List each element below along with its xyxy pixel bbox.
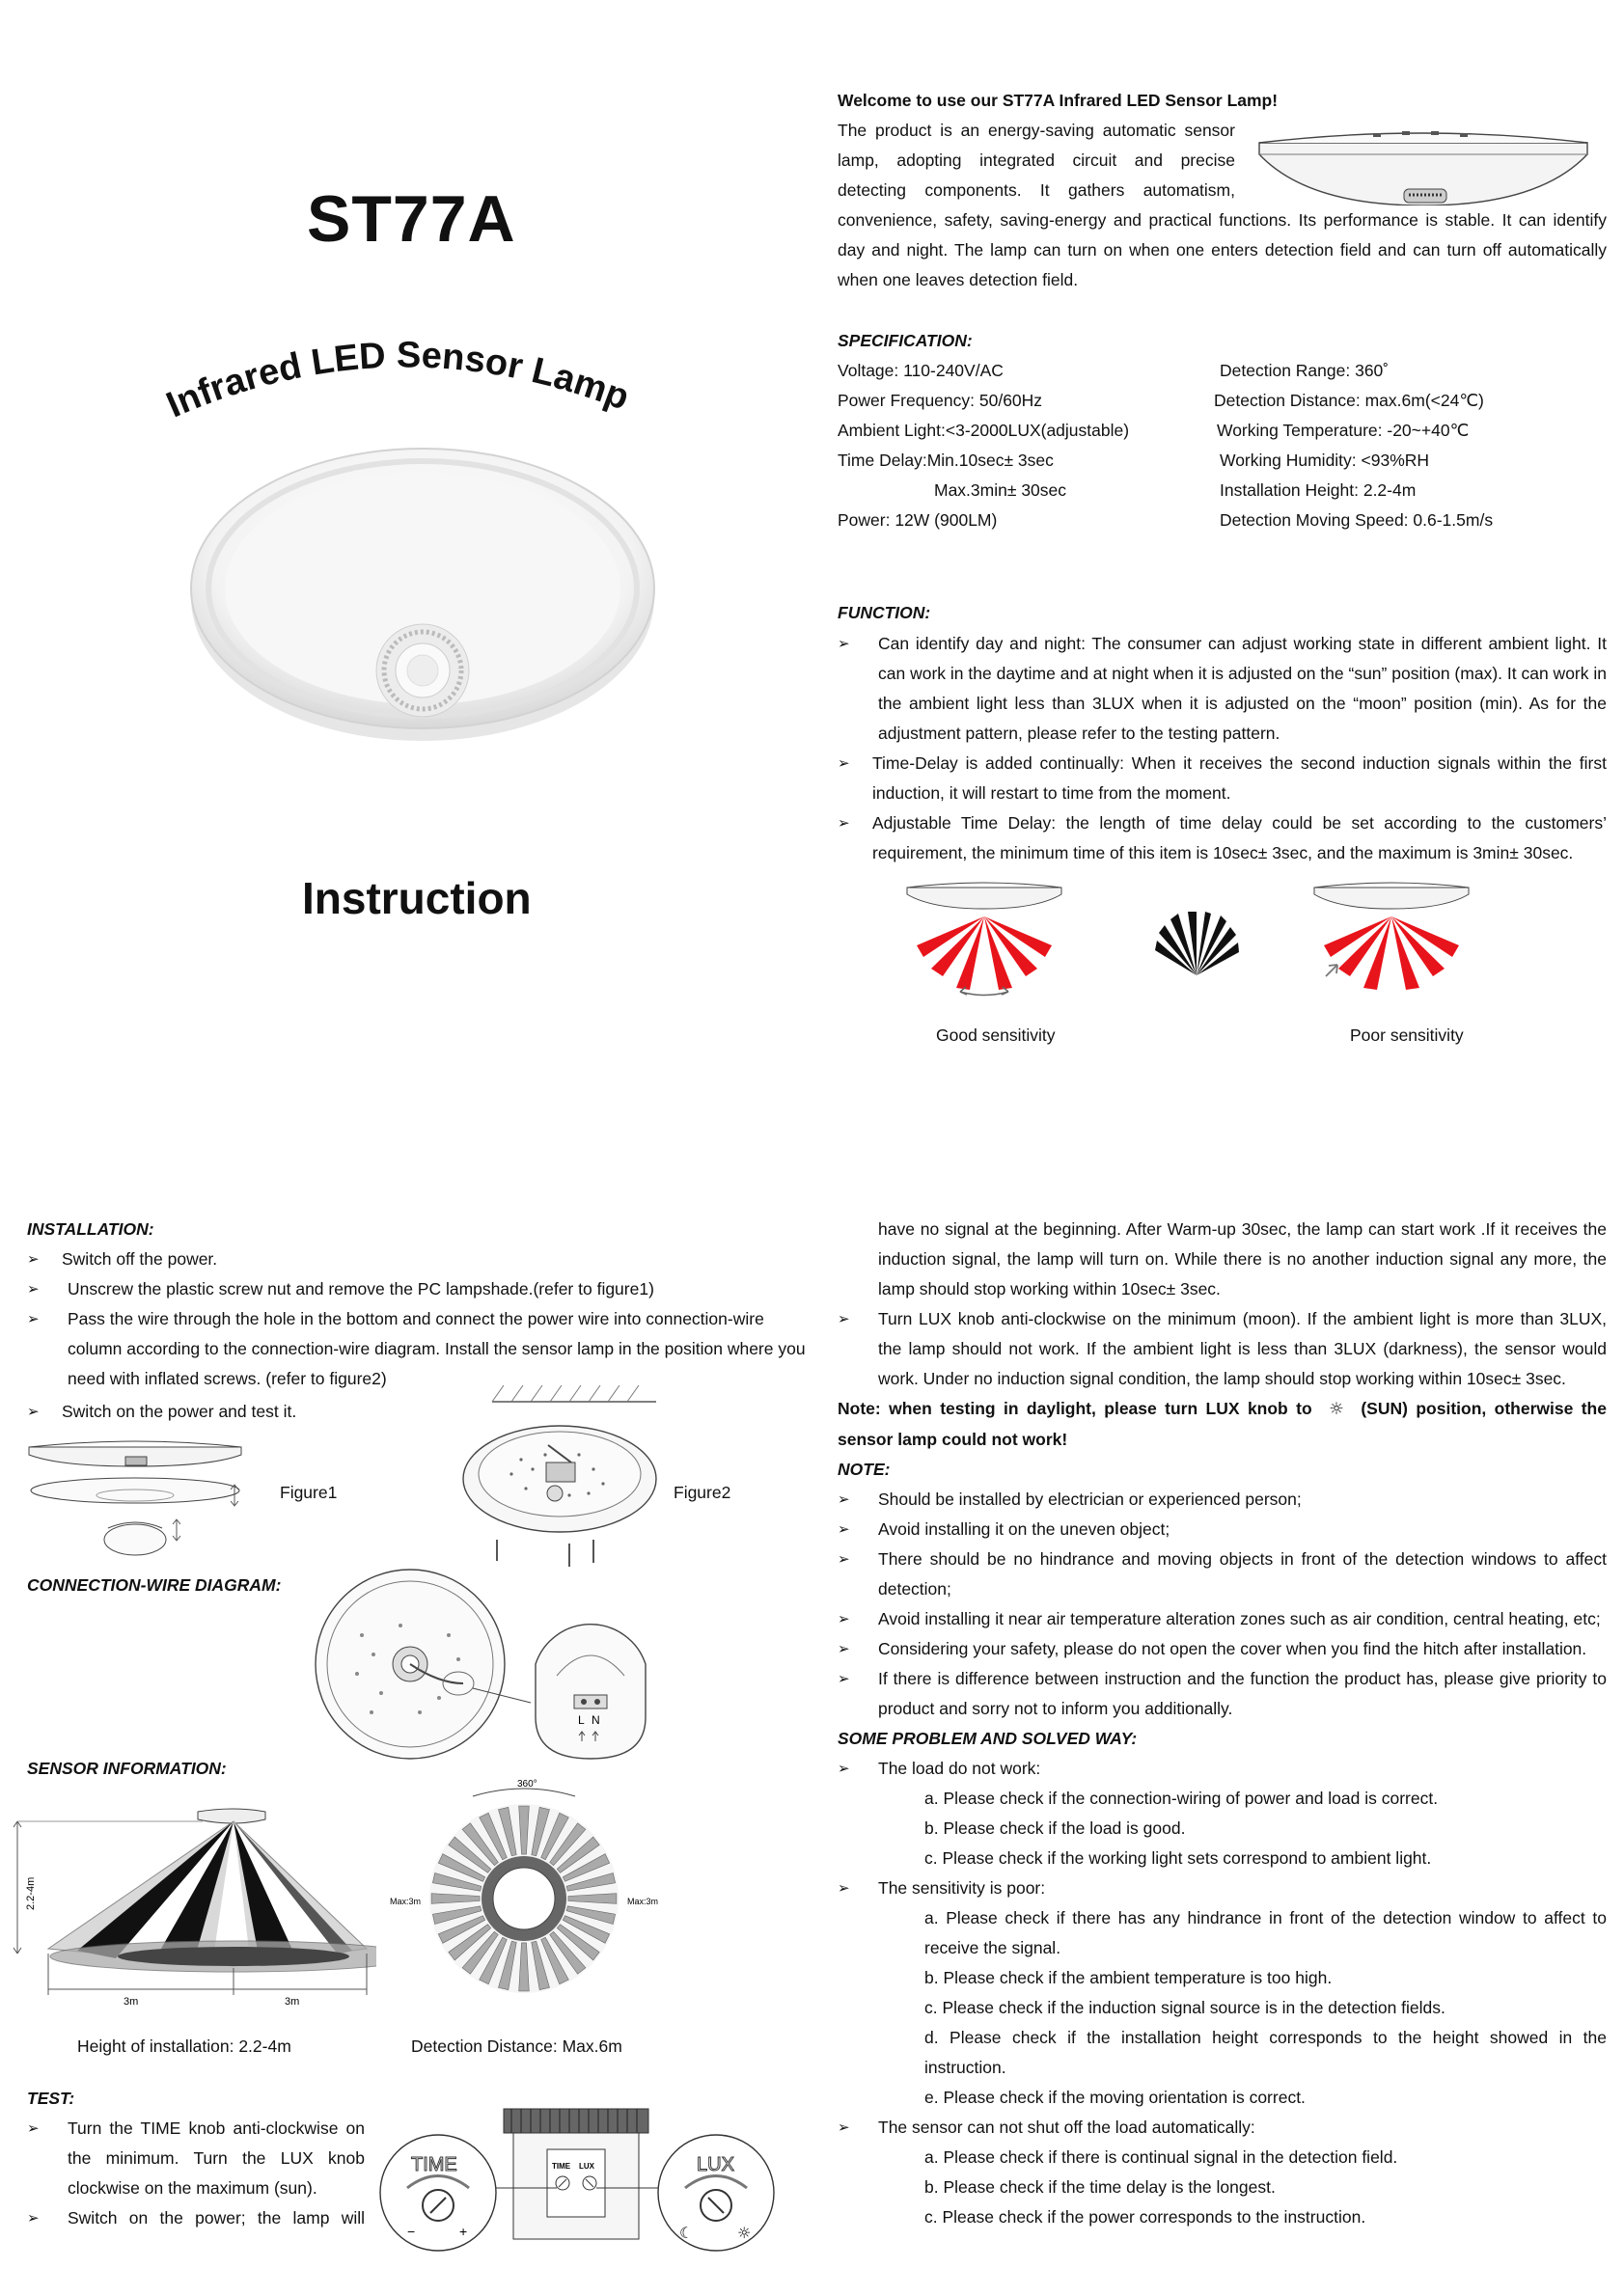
figure2-drawing — [454, 1378, 666, 1571]
problem-heading: SOME PROBLEM AND SOLVED WAY: — [838, 1729, 1138, 1748]
intro-text-narrow — [838, 116, 1235, 205]
list-item: ➢ Can identify day and night: The consumer can adjust working state in different ambient light. It can work in the daytime and at night when it is adjusted on the “sun” position (max). It can work in the ambient light less than 3LUX when it is adjusted on the “moon” position (min). As for the adjustment pattern, please refer to the testing pattern. — [838, 629, 1607, 749]
spec-power: Power: 12W (900LM) — [838, 510, 998, 530]
list-item: ➢ Avoid installing it on the uneven object; — [838, 1515, 1607, 1544]
dist-left-label: 3m — [124, 1996, 139, 2008]
good-sensitivity-label: Good sensitivity — [936, 1025, 1056, 1045]
sun-icon: ☼ — [737, 2224, 752, 2242]
spec-delay-min: Time Delay:Min.10sec± 3sec — [838, 451, 1054, 470]
poor-sensitivity-label: Poor sensitivity — [1350, 1025, 1464, 1045]
time-knob-label: TIME — [411, 2154, 457, 2175]
cover-title: ST77A — [307, 182, 516, 256]
arrow-bullet-icon: ➢ — [838, 1491, 850, 1508]
sub-item: a. Please check if the connection-wiring of power and load is correct. — [924, 1789, 1439, 1808]
lamp-photo — [183, 434, 661, 781]
spec-heading: SPECIFICATION: — [838, 331, 973, 350]
sun-icon: ☼ — [1320, 1400, 1353, 1419]
intro-text-rest: convenience, safety, saving-energy and practical functions. Its performance is stable. It can identify day and night. The lamp can turn on when one enters detection field and can turn off automatically when one leaves detection field. — [838, 210, 1607, 289]
good-sensitivity-diagram — [902, 878, 1066, 998]
arc-title-graphic — [145, 318, 685, 434]
arrow-bullet-icon: ➢ — [838, 2119, 850, 2136]
list-item: ➢ Unscrew the plastic screw nut and remove the PC lampshade.(refer to figure1) — [27, 1274, 809, 1304]
spec-frequency: Power Frequency: 50/60Hz — [838, 391, 1043, 410]
arrow-bullet-icon: ➢ — [27, 2120, 40, 2137]
list-item: ➢ Time-Delay is added continually: When it receives the second induction signals within the first induction, it will restart to time from the moment. — [838, 749, 1607, 808]
arrow-bullet-icon: ➢ — [27, 1251, 40, 1268]
sub-item: d. Please check if the installation height corresponds to the height showed in the instruction. — [924, 2028, 1607, 2077]
terminal-l-label: L — [578, 1713, 585, 1727]
angle-label: 360° — [517, 1779, 537, 1790]
poor-sensitivity-diagram — [1305, 878, 1478, 998]
sub-item: b. Please check if the ambient temperature is too high. — [924, 1968, 1333, 1987]
sub-item: c. Please check if the induction signal source is in the detection fields. — [924, 1998, 1445, 2017]
detection-rays — [429, 1804, 619, 1993]
sensor-side-diagram — [10, 1785, 376, 2011]
max-left-label: Max:3m — [390, 1897, 422, 1906]
lamp-side-view — [1250, 114, 1597, 205]
col4-text — [838, 1215, 1607, 2232]
arrow-bullet-icon: ➢ — [838, 1761, 850, 1777]
list-item: ➢ Switch off the power. — [27, 1244, 809, 1274]
list-item: ➢ Should be installed by electrician or experienced person; — [838, 1485, 1607, 1515]
test-knob-diagram — [378, 2091, 776, 2275]
minus-icon: − — [407, 2224, 416, 2239]
arrow-bullet-icon: ➢ — [27, 1311, 40, 1327]
sub-item: a. Please check if there is continual signal in the detection field. — [924, 2147, 1398, 2167]
spec-humidity: Working Humidity: <93%RH — [1220, 451, 1430, 470]
note-heading: NOTE: — [838, 1460, 891, 1479]
arrow-bullet-icon: ➢ — [838, 1611, 850, 1627]
arrow-bullet-icon: ➢ — [838, 1641, 850, 1657]
list-item: ➢ Turn LUX knob anti-clockwise on the minimum (moon). If the ambient light is more than 3LUX, the lamp should not work. If the ambient light is less than 3LUX (darkness), the sensor would work. Under no induction signal condition, the lamp should stop working within 10sec± 3sec. — [838, 1304, 1607, 1394]
arrow-bullet-icon: ➢ — [27, 2210, 40, 2227]
arrow-bullet-icon: ➢ — [27, 1404, 40, 1420]
figure2-label: Figure2 — [674, 1483, 731, 1502]
intro-line2: lamp, adopting integrated circuit and precise — [838, 150, 1235, 170]
spec-right-col — [1214, 356, 1494, 535]
spec-height: Installation Height: 2.2-4m — [1220, 480, 1417, 500]
arc-title: Infrared LED Sensor Lamp — [160, 335, 635, 426]
list-item: ➢ Turn the TIME knob anti-clockwise on the minimum. Turn the LUX knob clockwise on the maximum (sun). — [27, 2114, 365, 2203]
arrow-bullet-icon: ➢ — [838, 1311, 850, 1327]
spec-speed: Detection Moving Speed: 0.6-1.5m/s — [1220, 510, 1494, 530]
lux-knob-label: LUX — [697, 2154, 734, 2175]
test-continued: have no signal at the beginning. After Warm-up 30sec, the lamp can start work .If it receives the induction signal, the lamp will turn on. While there is no another induction signal any more, the lamp should stop working within 10sec± 3sec. — [878, 1219, 1607, 1298]
wiring-diagram — [304, 1568, 651, 1765]
daylight-note: Note: when testing in daylight, please turn LUX knob to ☼ (SUN) position, otherwise the sensor lamp could not work! — [838, 1399, 1607, 1449]
list-item: ➢ Avoid installing it near air temperature alteration zones such as air condition, central heating, etc; — [838, 1604, 1607, 1634]
lux-small-label: LUX — [579, 2162, 594, 2171]
sub-item: b. Please check if the load is good. — [924, 1818, 1186, 1838]
list-item: ➢ If there is difference between instruction and the function the product has, please give priority to product and sorry not to inform you additionally. — [838, 1664, 1607, 1724]
sub-item: a. Please check if there has any hindrance in front of the detection window to affect to receive the signal. — [924, 1908, 1607, 1957]
arrow-bullet-icon: ➢ — [838, 636, 850, 652]
list-item: ➢ The sensitivity is poor: — [838, 1873, 1607, 1903]
max-right-label: Max:3m — [627, 1897, 659, 1906]
distance-caption: Detection Distance: Max.6m — [411, 2036, 622, 2056]
installation-heading: INSTALLATION: — [27, 1219, 154, 1239]
sub-item: b. Please check if the time delay is the longest. — [924, 2177, 1276, 2197]
dist-right-label: 3m — [285, 1996, 300, 2008]
test-heading: TEST: — [27, 2089, 75, 2108]
function-heading: FUNCTION: — [838, 603, 931, 622]
list-item: ➢ Pass the wire through the hole in the bottom and connect the power wire into connection-wire column according to the connection-wire diagram. Install the sensor lamp in the position where you need with inflated screws. (refer to figure2) — [27, 1304, 809, 1394]
arrow-bullet-icon: ➢ — [838, 1880, 850, 1897]
welcome-heading: Welcome to use our ST77A Infrared LED Sensor Lamp! — [838, 91, 1279, 110]
test-list — [27, 2114, 365, 2233]
installation-list — [27, 1244, 809, 1427]
figure1-drawing — [27, 1435, 244, 1571]
arrow-bullet-icon: ➢ — [27, 1281, 40, 1298]
arrow-bullet-icon: ➢ — [838, 755, 850, 772]
sub-item: c. Please check if the power corresponds to the instruction. — [924, 2207, 1366, 2227]
intro-line3: detecting components. It gathers automatism, — [838, 180, 1235, 200]
sensor-heading: SENSOR INFORMATION: — [27, 1759, 227, 1778]
height-caption: Height of installation: 2.2-4m — [77, 2036, 291, 2056]
terminal-n-label: N — [592, 1713, 600, 1727]
spec-range: Detection Range: 360˚ — [1220, 361, 1390, 380]
height-axis-label: 2.2-4m — [25, 1876, 37, 1910]
plus-icon: + — [459, 2224, 468, 2239]
sensor-fan-icon — [1153, 912, 1240, 977]
spec-distance: Detection Distance: max.6m(<24℃) — [1214, 391, 1484, 410]
intro-line1: The product is an energy-saving automatic sensor — [838, 121, 1235, 140]
spec-left-col — [838, 356, 1129, 535]
list-item: ➢ There should be no hindrance and moving objects in front of the detection windows to affect detection; — [838, 1544, 1607, 1604]
figure1-label: Figure1 — [280, 1483, 338, 1502]
spec-delay-max: Max.3min± 30sec — [934, 480, 1067, 500]
arrow-bullet-icon: ➢ — [838, 815, 850, 832]
sensor-top-diagram — [384, 1773, 664, 2005]
list-item: ➢ The load do not work: — [838, 1754, 1607, 1784]
arrow-bullet-icon: ➢ — [838, 1671, 850, 1687]
spec-voltage: Voltage: 110-240V/AC — [838, 361, 1004, 380]
list-item: ➢ Considering your safety, please do not open the cover when you find the hitch after installation. — [838, 1634, 1607, 1664]
list-item: ➢ Switch on the power; the lamp will — [27, 2203, 365, 2233]
arrow-bullet-icon: ➢ — [838, 1521, 850, 1538]
spec-ambient: Ambient Light:<3-2000LUX(adjustable) — [838, 421, 1130, 440]
time-small-label: TIME — [552, 2162, 571, 2171]
list-item: ➢ The sensor can not shut off the load automatically: — [838, 2113, 1607, 2143]
wiring-heading: CONNECTION-WIRE DIAGRAM: — [27, 1575, 282, 1595]
list-item: ➢ Switch on the power and test it. — [27, 1397, 809, 1427]
sub-item: c. Please check if the working light sets correspond to ambient light. — [924, 1848, 1432, 1868]
sub-item: e. Please check if the moving orientation is correct. — [924, 2088, 1306, 2107]
instruction-title: Instruction — [302, 873, 532, 923]
list-item: ➢ Adjustable Time Delay: the length of time delay could be set according to the customers’ requirement, the minimum time of this item is 10sec± 3sec, and the maximum is 3min± 30sec. — [838, 808, 1607, 868]
arrow-bullet-icon: ➢ — [838, 1551, 850, 1568]
function-list — [838, 629, 1607, 868]
spec-temperature: Working Temperature: -20~+40℃ — [1217, 421, 1470, 440]
moon-icon: ☾ — [679, 2224, 694, 2242]
